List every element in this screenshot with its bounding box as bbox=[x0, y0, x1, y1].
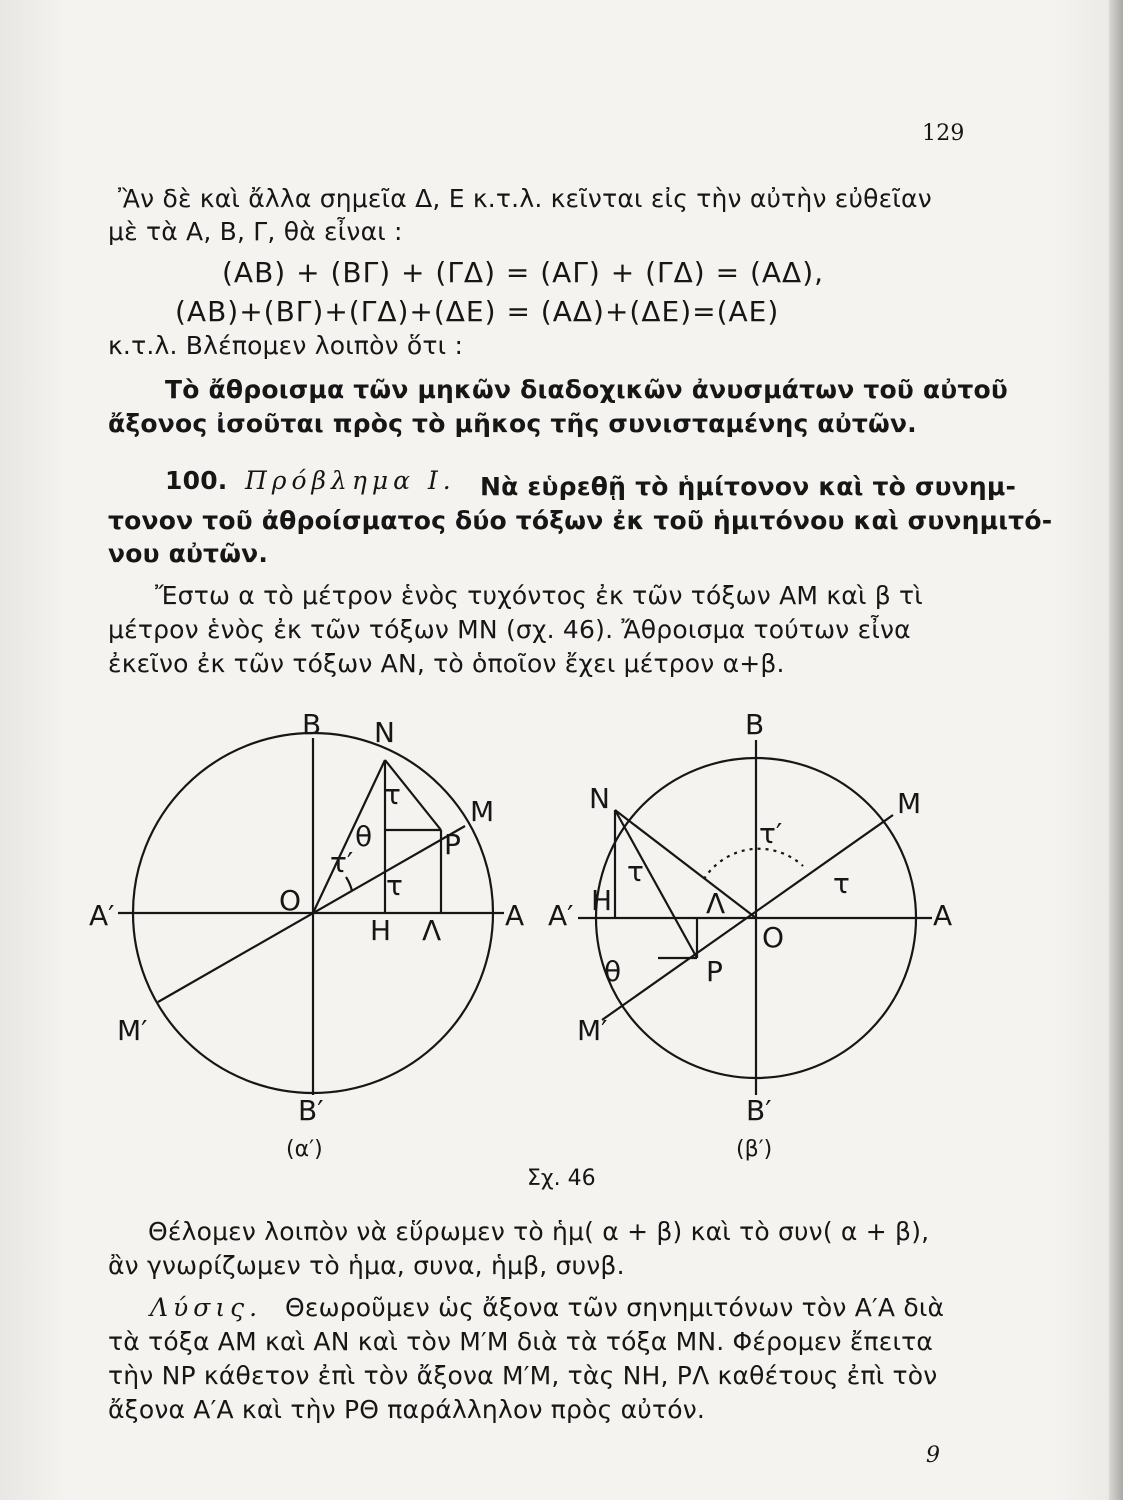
signature-mark: 9 bbox=[926, 1443, 941, 1468]
paragraph-line: Θέλομεν λοιπὸν νὰ εὕρωμεν τὸ ἡμ( α + β) καὶ τὸ συν( α + β), bbox=[148, 1217, 930, 1246]
angle-arc-a bbox=[346, 877, 352, 891]
radius-N-a bbox=[313, 760, 385, 913]
label-A-prime: A′ bbox=[89, 899, 115, 932]
label-tau-prime: τ′ bbox=[759, 817, 783, 850]
label-M-prime: M′ bbox=[117, 1014, 148, 1047]
caption-a: (α′) bbox=[286, 1137, 323, 1162]
label-Lambda: Λ bbox=[422, 914, 442, 947]
label-tau-prime: τ′ bbox=[330, 846, 354, 879]
label-tau: τ bbox=[833, 867, 850, 900]
label-B: B bbox=[745, 708, 765, 741]
equation-sum-segments: (AB) + (BΓ) + (ΓΔ) = (AΓ) + (ΓΔ) = (AΔ), bbox=[222, 256, 825, 289]
paragraph-line: ἐκεῖνο ἐκ τῶν τόξων ΑΝ, τὸ ὁποῖον ἔχει μέτρον α+β. bbox=[108, 649, 785, 678]
label-theta: θ bbox=[604, 955, 622, 988]
label-M: M bbox=[897, 787, 922, 820]
label-P: P bbox=[706, 955, 723, 988]
theorem-line: ἄξονος ἰσοῦται πρὸς τὸ μῆκος τῆς συνισταμένης αὐτῶν. bbox=[108, 409, 917, 438]
paragraph-line: τὴν ΝΡ κάθετον ἐπὶ τὸν ἄξονα Μ′Μ, τὰς ΝΗ, ΡΛ καθέτους ἐπὶ τὸν bbox=[108, 1361, 938, 1390]
label-tau: τ bbox=[386, 869, 403, 902]
caption-b: (β′) bbox=[736, 1137, 773, 1162]
paragraph-line: ἄξονα Α′Α καὶ τὴν ΡΘ παράλληλον πρὸς αὐτόν. bbox=[108, 1395, 706, 1424]
paragraph-line: ἂν γνωρίζωμεν τὸ ἡμα, συνα, ἡμβ, συνβ. bbox=[108, 1251, 625, 1280]
label-A: A bbox=[505, 899, 525, 932]
label-H: H bbox=[591, 884, 613, 917]
label-B: B bbox=[302, 708, 322, 741]
page-number: 129 bbox=[922, 121, 965, 146]
label-Lambda: Λ bbox=[706, 887, 726, 920]
paragraph-line: Ἂν δὲ καὶ ἄλλα σημεῖα Δ, Ε κ.τ.λ. κεῖνται εἰς τὴν αὐτὴν εὐθεῖαν bbox=[118, 184, 932, 213]
equation-sum-segments-extended: (AB)+(BΓ)+(ΓΔ)+(ΔE) = (AΔ)+(ΔE)=(AE) bbox=[175, 295, 780, 328]
label-N: N bbox=[374, 716, 395, 749]
label-O: O bbox=[762, 921, 785, 954]
label-A-prime: A′ bbox=[548, 899, 574, 932]
figure-caption: Σχ. 46 bbox=[527, 1166, 596, 1191]
label-A: A bbox=[933, 899, 953, 932]
label-B-prime: B′ bbox=[746, 1094, 772, 1127]
problem-line: νου αὐτῶν. bbox=[108, 539, 269, 568]
label-tau: τ bbox=[384, 778, 401, 811]
paragraph-line: μέτρον ἑνὸς ἐκ τῶν τόξων ΜΝ (σχ. 46). Ἄθροισμα τούτων εἶνα bbox=[108, 615, 911, 644]
problem-line: τονον τοῦ ἀθροίσματος δύο τόξων ἐκ τοῦ ἡμιτόνου καὶ συνημιτό- bbox=[108, 506, 1053, 535]
theorem-line: Τὸ ἄθροισμα τῶν μηκῶν διαδοχικῶν ἀνυσμάτων τοῦ αὐτοῦ bbox=[165, 375, 1008, 404]
paragraph-line: κ.τ.λ. Βλέπομεν λοιπὸν ὅτι : bbox=[108, 331, 464, 360]
problem-line: Νὰ εὑρεθῇ τὸ ἡμίτονον καὶ τὸ συνημ- bbox=[480, 472, 1017, 501]
label-O: O bbox=[279, 884, 302, 917]
label-tau: τ bbox=[627, 855, 644, 888]
label-N: N bbox=[589, 782, 610, 815]
paragraph-line: τὰ τόξα ΑΜ καὶ ΑΝ καὶ τὸν Μ′Μ διὰ τὰ τόξα ΜΝ. Φέρομεν ἔπειτα bbox=[108, 1327, 934, 1356]
label-P: P bbox=[444, 828, 461, 861]
angle-arc-b bbox=[704, 849, 803, 879]
problem-number: 100. bbox=[165, 466, 228, 495]
label-M-prime: M′ bbox=[577, 1014, 608, 1047]
paragraph-line: Θεωροῦμεν ὡς ἄξονα τῶν σηνημιτόνων τὸν Α′Α διὰ bbox=[285, 1293, 945, 1322]
paragraph-line: Ἔστω α τὸ μέτρον ἑνὸς τυχόντος ἐκ τῶν τόξων ΑΜ καὶ β τὶ bbox=[155, 581, 923, 610]
label-theta: θ bbox=[355, 820, 373, 853]
label-M: M bbox=[470, 795, 495, 828]
paragraph-line: μὲ τὰ Α, Β, Γ, θὰ εἶναι : bbox=[108, 217, 403, 246]
label-B-prime: B′ bbox=[298, 1094, 324, 1127]
solution-label: Λύσις. bbox=[150, 1293, 263, 1322]
label-H: H bbox=[370, 914, 392, 947]
problem-label: Πρόβλημα Ι. bbox=[245, 466, 456, 495]
